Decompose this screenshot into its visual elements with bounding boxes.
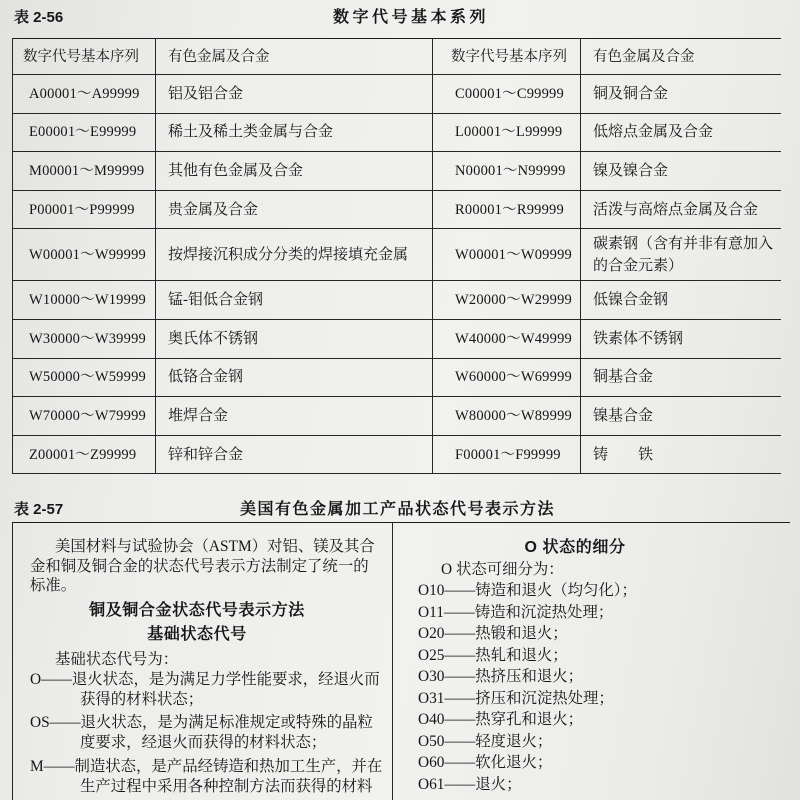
intro-paragraph: 美国材料与试验协会（ASTM）对铝、镁及其合 金和铜及铜合金的状态代号表示方法制定了统一的 标准。 — [30, 538, 375, 594]
temper-subcode-item: O10——铸造和退火（均匀化）； — [418, 582, 637, 599]
alloy-category-cell: 锰-钼低合金钢 — [156, 281, 433, 320]
alloy-category-cell: 铸 铁 — [581, 435, 781, 474]
table-number: 表 2-56 — [14, 9, 64, 26]
copper-temper-column — [13, 523, 392, 800]
temper-subcode-item: O60——软化退火； — [418, 754, 553, 771]
code-range-cell: W20000～W29999 — [433, 281, 581, 320]
code-range-cell: W10000～W19999 — [13, 281, 156, 320]
column-header-code-series: 数字代号基本序列 — [13, 39, 156, 75]
code-range-cell: W00001～W09999 — [433, 229, 581, 281]
code-range-cell: R00001～R99999 — [433, 190, 581, 229]
alloy-category-cell: 堆焊合金 — [156, 397, 433, 436]
table-row — [13, 152, 781, 191]
temper-designation-table — [12, 522, 790, 800]
table-row — [13, 113, 781, 152]
code-range-cell: L00001～L99999 — [433, 113, 581, 152]
temper-definition: O——退火状态，是为满足力学性能要求，经退火而 获得的材料状态； — [30, 670, 380, 708]
table-row — [13, 281, 781, 320]
alloy-category-cell: 碳素钢（含有并非有意加入 的合金元素） — [581, 229, 781, 281]
code-range-cell: A00001～A99999 — [13, 75, 156, 114]
alloy-category-cell: 低熔点金属及合金 — [581, 113, 781, 152]
o-temper-column — [392, 523, 790, 800]
code-range-cell: W70000～W79999 — [13, 397, 156, 436]
code-range-cell: C00001～C99999 — [433, 75, 581, 114]
temper-subcode-item: O11——铸造和沉淀热处理； — [418, 603, 614, 621]
table-row — [13, 358, 781, 397]
code-range-cell: P00001～P99999 — [13, 190, 156, 229]
alloy-category-cell: 铁素体不锈钢 — [581, 319, 781, 358]
code-range-cell: W80000～W89999 — [433, 397, 581, 436]
code-range-cell: W60000～W69999 — [433, 358, 581, 397]
section-heading: 铜及铜合金状态代号表示方法 — [89, 601, 305, 619]
temper-subcode-item: O31——挤压和沉淀热处理； — [418, 689, 614, 707]
table-number: 表 2-57 — [14, 501, 64, 518]
alloy-category-cell: 锌和锌合金 — [156, 435, 433, 474]
temper-subcode-item: O30——热挤压和退火； — [418, 668, 584, 685]
lead-text: 基础状态代号为： — [55, 650, 179, 668]
code-range-cell: Z00001～Z99999 — [13, 435, 156, 474]
table-title: 美国有色金属加工产品状态代号表示方法 — [240, 501, 556, 518]
table-header-row — [13, 39, 781, 75]
alloy-category-cell: 低镍合金钢 — [581, 281, 781, 320]
temper-subcode-item: O50——轻度退火； — [418, 732, 553, 750]
column-header-code-series: 数字代号基本序列 — [433, 39, 581, 75]
temper-definition: M——制造状态，是产品经铸造和热加工生产，并在 生产过程中采用各种控制方法而获得的材料 — [30, 757, 383, 795]
table-row — [13, 190, 781, 229]
code-range-cell: W40000～W49999 — [433, 319, 581, 358]
alloy-category-cell: 铜及铜合金 — [581, 75, 781, 114]
table-row — [13, 397, 781, 436]
section-heading: O 状态的细分 — [524, 539, 626, 556]
code-range-cell: N00001～N99999 — [433, 152, 581, 191]
temper-subcode-item: O40——热穿孔和退火； — [418, 711, 584, 728]
temper-subcode-item: O20——热锻和退火； — [418, 625, 568, 642]
table-row — [13, 75, 781, 114]
alloy-category-cell: 贵金属及合金 — [156, 190, 433, 229]
temper-definition: OS——退火状态，是为满足标准规定或特殊的晶粒 度要求，经退火而获得的材料状态； — [30, 713, 373, 751]
table-title: 数字代号基本系列 — [333, 9, 490, 26]
table-row — [13, 319, 781, 358]
alloy-category-cell: 镍基合金 — [581, 397, 781, 436]
column-header-alloy: 有色金属及合金 — [156, 39, 433, 75]
code-range-cell: M00001～M99999 — [13, 152, 156, 191]
table-row — [13, 435, 781, 474]
alloy-category-cell: 活泼与高熔点金属及合金 — [581, 190, 781, 229]
column-header-alloy: 有色金属及合金 — [581, 39, 781, 75]
lead-text: O 状态可细分为： — [441, 561, 564, 578]
alloy-category-cell: 镍及镍合金 — [581, 152, 781, 191]
temper-subcode-item: O61——退火； — [418, 775, 522, 793]
alloy-category-cell: 按焊接沉积成分分类的焊接填充金属 — [156, 229, 433, 281]
code-range-cell: E00001～E99999 — [13, 113, 156, 152]
alloy-category-cell: 奥氏体不锈钢 — [156, 319, 433, 358]
alloy-category-cell: 稀土及稀土类金属与合金 — [156, 113, 433, 152]
alloy-category-cell: 铜基合金 — [581, 358, 781, 397]
table-row — [13, 229, 781, 281]
code-range-cell: W50000～W59999 — [13, 358, 156, 397]
alloy-category-cell: 铝及铝合金 — [156, 75, 433, 114]
temper-subcode-item: O25——热轧和退火； — [418, 646, 568, 664]
alloy-category-cell: 其他有色金属及合金 — [156, 152, 433, 191]
alloy-category-cell: 低铬合金钢 — [156, 358, 433, 397]
code-range-cell: W30000～W39999 — [13, 319, 156, 358]
code-range-cell: W00001～W99999 — [13, 229, 156, 281]
code-range-cell: F00001～F99999 — [433, 435, 581, 474]
numeric-code-series-table — [12, 38, 781, 474]
subsection-heading: 基础状态代号 — [147, 625, 247, 643]
